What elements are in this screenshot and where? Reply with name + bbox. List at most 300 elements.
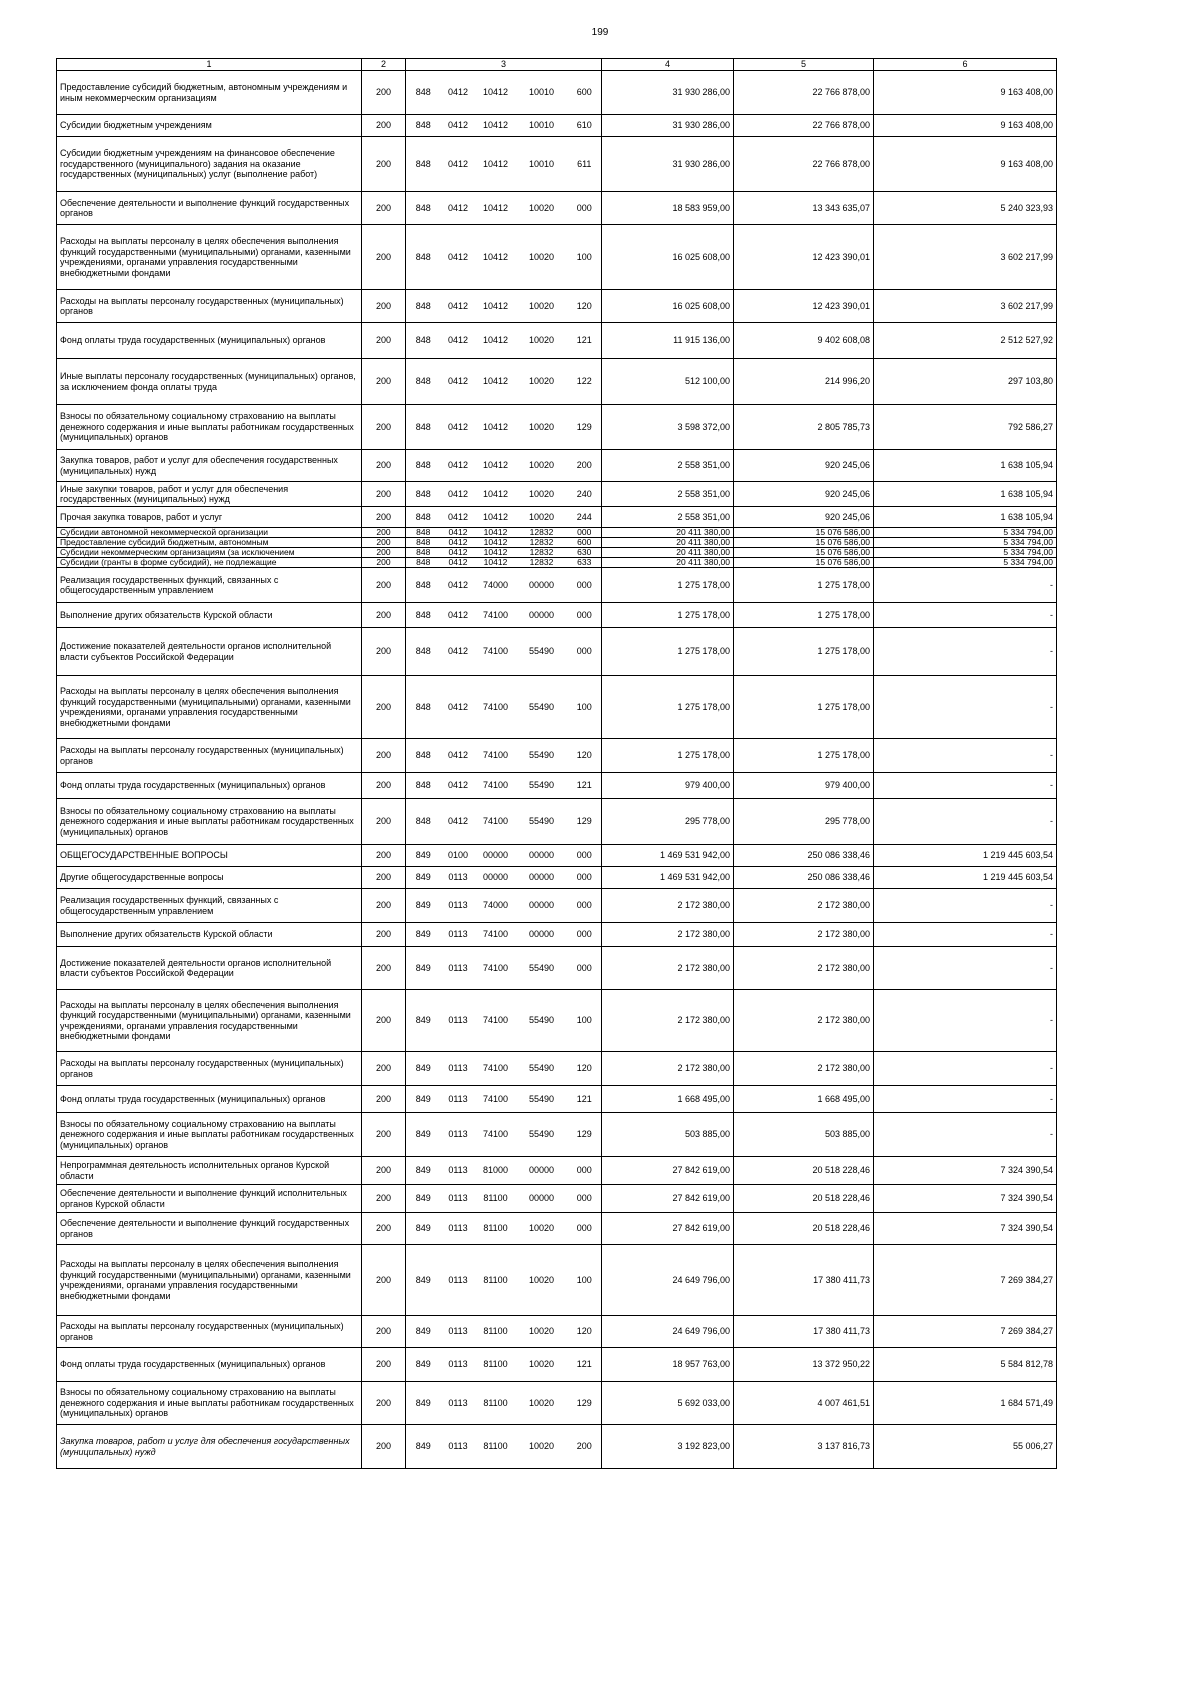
row-code-target: 12832 (516, 558, 568, 568)
row-code-main: 200 (362, 482, 406, 507)
table-row (57, 676, 1057, 739)
row-value-approved: 3 598 372,00 (602, 405, 734, 450)
row-name: ОБЩЕГОСУДАРСТВЕННЫЕ ВОПРОСЫ (57, 845, 362, 867)
row-code-main: 200 (362, 628, 406, 676)
row-code-section: 0113 (441, 867, 476, 889)
row-value-approved: 31 930 286,00 (602, 71, 734, 115)
row-code-program: 81100 (476, 1245, 516, 1316)
row-code-admin: 849 (406, 1382, 441, 1425)
row-value-executed: 15 076 586,00 (734, 548, 874, 558)
row-value-executed: 20 518 228,46 (734, 1157, 874, 1185)
row-name: Субсидии бюджетным учреждениям (57, 115, 362, 137)
row-code-main: 200 (362, 1086, 406, 1113)
row-value-executed: 920 245,06 (734, 507, 874, 528)
row-code-admin: 848 (406, 192, 441, 225)
row-code-section: 0412 (441, 137, 476, 192)
row-code-admin: 848 (406, 71, 441, 115)
table-row (57, 603, 1057, 628)
row-code-admin: 849 (406, 1316, 441, 1348)
row-code-admin: 849 (406, 1185, 441, 1213)
row-code-target: 10010 (516, 137, 568, 192)
row-code-program: 74100 (476, 628, 516, 676)
row-code-section: 0412 (441, 528, 476, 538)
row-code-program: 10412 (476, 558, 516, 568)
header-col-6: 6 (874, 59, 1057, 71)
header-col-2: 2 (362, 59, 406, 71)
row-code-expense-type: 120 (568, 290, 602, 323)
row-code-main: 200 (362, 773, 406, 799)
row-code-target: 12832 (516, 528, 568, 538)
row-code-program: 10412 (476, 71, 516, 115)
row-value-approved: 18 583 959,00 (602, 192, 734, 225)
row-name: Фонд оплаты труда государственных (муниципальных) органов (57, 323, 362, 359)
row-code-admin: 849 (406, 947, 441, 990)
row-value-remaining: - (874, 1113, 1057, 1157)
row-value-approved: 5 692 033,00 (602, 1382, 734, 1425)
row-code-main: 200 (362, 323, 406, 359)
row-value-approved: 20 411 380,00 (602, 548, 734, 558)
row-code-main: 200 (362, 115, 406, 137)
row-code-expense-type: 600 (568, 538, 602, 548)
row-code-target: 12832 (516, 548, 568, 558)
row-code-main: 200 (362, 548, 406, 558)
row-name: Расходы на выплаты персоналу государственных (муниципальных) органов (57, 1316, 362, 1348)
row-code-admin: 848 (406, 739, 441, 773)
row-code-program: 10412 (476, 323, 516, 359)
row-code-section: 0412 (441, 538, 476, 548)
table-row (57, 923, 1057, 947)
row-code-section: 0113 (441, 1316, 476, 1348)
row-value-approved: 18 957 763,00 (602, 1348, 734, 1382)
row-value-executed: 12 423 390,01 (734, 225, 874, 290)
row-code-section: 0412 (441, 192, 476, 225)
table-row (57, 290, 1057, 323)
row-value-executed: 15 076 586,00 (734, 558, 874, 568)
table-row (57, 482, 1057, 507)
row-value-executed: 503 885,00 (734, 1113, 874, 1157)
table-row (57, 225, 1057, 290)
row-code-target: 10020 (516, 1382, 568, 1425)
row-value-remaining: 1 219 445 603,54 (874, 867, 1057, 889)
row-code-expense-type: 000 (568, 867, 602, 889)
row-code-admin: 848 (406, 558, 441, 568)
row-code-main: 200 (362, 990, 406, 1052)
row-code-target: 00000 (516, 889, 568, 923)
row-code-program: 74100 (476, 739, 516, 773)
row-value-remaining: 9 163 408,00 (874, 71, 1057, 115)
row-code-admin: 848 (406, 290, 441, 323)
row-value-approved: 1 668 495,00 (602, 1086, 734, 1113)
row-code-section: 0113 (441, 1185, 476, 1213)
row-name: Реализация государственных функций, связанных с общегосударственным управлением (57, 889, 362, 923)
row-code-program: 10412 (476, 290, 516, 323)
row-code-main: 200 (362, 1052, 406, 1086)
row-code-main: 200 (362, 1213, 406, 1245)
row-code-expense-type: 000 (568, 947, 602, 990)
row-value-executed: 20 518 228,46 (734, 1213, 874, 1245)
row-name: Субсидии некоммерческим организациям (за исключением (57, 548, 362, 558)
table-row (57, 947, 1057, 990)
row-code-admin: 848 (406, 538, 441, 548)
row-value-remaining: 5 334 794,00 (874, 548, 1057, 558)
table-row (57, 137, 1057, 192)
row-name: Расходы на выплаты персоналу в целях обеспечения выполнения функций государственными (муниципальными) органами, казенными учреждениями, органами управления государственными внебюджетными фондами (57, 1245, 362, 1316)
row-value-remaining: 7 324 390,54 (874, 1213, 1057, 1245)
row-code-section: 0412 (441, 71, 476, 115)
row-value-remaining: - (874, 923, 1057, 947)
row-code-section: 0113 (441, 923, 476, 947)
row-code-main: 200 (362, 603, 406, 628)
row-code-expense-type: 000 (568, 845, 602, 867)
row-code-program: 74100 (476, 1113, 516, 1157)
row-code-main: 200 (362, 405, 406, 450)
row-code-admin: 849 (406, 1245, 441, 1316)
row-code-expense-type: 000 (568, 528, 602, 538)
row-code-expense-type: 600 (568, 71, 602, 115)
row-code-admin: 848 (406, 482, 441, 507)
row-code-section: 0113 (441, 1425, 476, 1469)
row-code-main: 200 (362, 528, 406, 538)
table-row (57, 1316, 1057, 1348)
row-value-approved: 31 930 286,00 (602, 137, 734, 192)
row-code-main: 200 (362, 568, 406, 603)
row-code-target: 55490 (516, 739, 568, 773)
row-code-target: 10020 (516, 507, 568, 528)
row-code-target: 55490 (516, 628, 568, 676)
row-code-admin: 849 (406, 990, 441, 1052)
row-name: Достижение показателей деятельности органов исполнительной власти субъектов Российской Федерации (57, 947, 362, 990)
table-row (57, 739, 1057, 773)
table-row (57, 799, 1057, 845)
row-value-remaining: 3 602 217,99 (874, 290, 1057, 323)
row-value-remaining: 1 638 105,94 (874, 482, 1057, 507)
row-value-approved: 27 842 619,00 (602, 1157, 734, 1185)
row-code-expense-type: 100 (568, 676, 602, 739)
row-code-target: 10020 (516, 1348, 568, 1382)
row-code-section: 0412 (441, 568, 476, 603)
row-code-section: 0113 (441, 1113, 476, 1157)
row-name: Расходы на выплаты персоналу в целях обеспечения выполнения функций государственными (муниципальными) органами, казенными учреждениями, органами управления государственными внебюджетными фондами (57, 225, 362, 290)
row-code-admin: 848 (406, 225, 441, 290)
row-code-admin: 849 (406, 1113, 441, 1157)
row-name: Предоставление субсидий бюджетным, автономным (57, 538, 362, 548)
row-code-expense-type: 121 (568, 323, 602, 359)
row-code-expense-type: 240 (568, 482, 602, 507)
row-code-section: 0412 (441, 115, 476, 137)
row-value-executed: 2 172 380,00 (734, 947, 874, 990)
row-code-section: 0113 (441, 947, 476, 990)
row-code-target: 10020 (516, 1316, 568, 1348)
row-value-executed: 2 172 380,00 (734, 1052, 874, 1086)
row-value-remaining: - (874, 568, 1057, 603)
row-code-admin: 849 (406, 1213, 441, 1245)
row-value-approved: 1 275 178,00 (602, 739, 734, 773)
row-code-target: 00000 (516, 867, 568, 889)
row-value-approved: 295 778,00 (602, 799, 734, 845)
row-code-section: 0100 (441, 845, 476, 867)
table-row (57, 1113, 1057, 1157)
row-code-section: 0113 (441, 1052, 476, 1086)
row-code-target: 00000 (516, 568, 568, 603)
row-code-target: 10020 (516, 450, 568, 482)
row-name: Непрограммная деятельность исполнительных органов Курской области (57, 1157, 362, 1185)
row-code-section: 0412 (441, 676, 476, 739)
row-value-remaining: - (874, 990, 1057, 1052)
row-code-admin: 848 (406, 799, 441, 845)
row-value-executed: 214 996,20 (734, 359, 874, 405)
row-code-admin: 848 (406, 115, 441, 137)
row-code-program: 10412 (476, 115, 516, 137)
row-code-section: 0113 (441, 889, 476, 923)
row-name: Фонд оплаты труда государственных (муниципальных) органов (57, 1086, 362, 1113)
table-row (57, 568, 1057, 603)
row-code-admin: 848 (406, 359, 441, 405)
row-code-section: 0113 (441, 1348, 476, 1382)
table-row (57, 1382, 1057, 1425)
table-row (57, 548, 1057, 558)
row-code-target: 10020 (516, 359, 568, 405)
row-code-main: 200 (362, 450, 406, 482)
row-code-main: 200 (362, 867, 406, 889)
header-col-4: 4 (602, 59, 734, 71)
row-name: Субсидии (гранты в форме субсидий), не подлежащие (57, 558, 362, 568)
row-value-approved: 20 411 380,00 (602, 558, 734, 568)
table-row (57, 323, 1057, 359)
row-value-approved: 2 172 380,00 (602, 923, 734, 947)
row-code-admin: 849 (406, 1348, 441, 1382)
row-code-program: 10412 (476, 507, 516, 528)
row-code-expense-type: 120 (568, 739, 602, 773)
row-code-admin: 848 (406, 676, 441, 739)
row-code-admin: 849 (406, 1425, 441, 1469)
row-code-expense-type: 000 (568, 568, 602, 603)
row-value-remaining: 2 512 527,92 (874, 323, 1057, 359)
row-code-expense-type: 200 (568, 1425, 602, 1469)
row-code-admin: 848 (406, 773, 441, 799)
table-row (57, 1425, 1057, 1469)
row-code-program: 81100 (476, 1213, 516, 1245)
row-code-admin: 848 (406, 628, 441, 676)
row-code-expense-type: 000 (568, 603, 602, 628)
row-code-main: 200 (362, 676, 406, 739)
row-code-main: 200 (362, 799, 406, 845)
row-name: Обеспечение деятельности и выполнение функций исполнительных органов Курской области (57, 1185, 362, 1213)
row-name: Взносы по обязательному социальному страхованию на выплаты денежного содержания и иные выплаты работникам государственных (муниципальных) органов (57, 405, 362, 450)
row-name: Взносы по обязательному социальному страхованию на выплаты денежного содержания и иные выплаты работникам государственных (муниципальных) органов (57, 1113, 362, 1157)
row-code-main: 200 (362, 290, 406, 323)
row-code-expense-type: 611 (568, 137, 602, 192)
row-code-main: 200 (362, 947, 406, 990)
header-col-5: 5 (734, 59, 874, 71)
row-code-main: 200 (362, 538, 406, 548)
row-code-program: 74100 (476, 799, 516, 845)
row-value-remaining: 1 684 571,49 (874, 1382, 1057, 1425)
row-code-expense-type: 129 (568, 799, 602, 845)
row-code-target: 10010 (516, 115, 568, 137)
row-value-executed: 1 275 178,00 (734, 628, 874, 676)
row-name: Взносы по обязательному социальному страхованию на выплаты денежного содержания и иные выплаты работникам государственных (муниципальных) органов (57, 1382, 362, 1425)
row-value-approved: 512 100,00 (602, 359, 734, 405)
row-value-executed: 13 343 635,07 (734, 192, 874, 225)
row-code-section: 0412 (441, 482, 476, 507)
row-value-executed: 1 275 178,00 (734, 676, 874, 739)
row-code-expense-type: 200 (568, 450, 602, 482)
row-code-main: 200 (362, 1157, 406, 1185)
row-value-approved: 1 275 178,00 (602, 568, 734, 603)
row-value-approved: 2 558 351,00 (602, 450, 734, 482)
row-code-program: 10412 (476, 405, 516, 450)
row-name: Расходы на выплаты персоналу государственных (муниципальных) органов (57, 290, 362, 323)
row-code-main: 200 (362, 1316, 406, 1348)
row-code-section: 0412 (441, 450, 476, 482)
row-value-remaining: 3 602 217,99 (874, 225, 1057, 290)
row-code-program: 74100 (476, 773, 516, 799)
row-code-expense-type: 100 (568, 1245, 602, 1316)
row-code-target: 55490 (516, 1113, 568, 1157)
row-code-admin: 848 (406, 323, 441, 359)
row-code-target: 55490 (516, 947, 568, 990)
row-value-remaining: - (874, 1086, 1057, 1113)
row-code-main: 200 (362, 1425, 406, 1469)
row-value-executed: 17 380 411,73 (734, 1316, 874, 1348)
row-code-expense-type: 000 (568, 192, 602, 225)
row-code-expense-type: 129 (568, 1113, 602, 1157)
row-code-expense-type: 100 (568, 990, 602, 1052)
row-code-admin: 849 (406, 867, 441, 889)
table-row (57, 1052, 1057, 1086)
row-value-remaining: 9 163 408,00 (874, 115, 1057, 137)
row-code-program: 10412 (476, 359, 516, 405)
row-code-program: 81100 (476, 1382, 516, 1425)
table-row (57, 1348, 1057, 1382)
row-code-section: 0412 (441, 603, 476, 628)
row-code-admin: 848 (406, 507, 441, 528)
row-code-section: 0412 (441, 225, 476, 290)
row-value-approved: 27 842 619,00 (602, 1213, 734, 1245)
row-name: Выполнение других обязательств Курской области (57, 923, 362, 947)
row-code-section: 0412 (441, 739, 476, 773)
row-value-approved: 2 172 380,00 (602, 947, 734, 990)
row-code-target: 10020 (516, 1245, 568, 1316)
row-code-program: 74100 (476, 947, 516, 990)
row-code-admin: 848 (406, 603, 441, 628)
row-name: Фонд оплаты труда государственных (муниципальных) органов (57, 1348, 362, 1382)
row-code-target: 10020 (516, 1213, 568, 1245)
row-code-section: 0113 (441, 990, 476, 1052)
row-value-approved: 24 649 796,00 (602, 1316, 734, 1348)
row-code-expense-type: 122 (568, 359, 602, 405)
row-name: Прочая закупка товаров, работ и услуг (57, 507, 362, 528)
row-value-remaining: 1 638 105,94 (874, 507, 1057, 528)
row-value-remaining: 7 269 384,27 (874, 1245, 1057, 1316)
row-value-executed: 250 086 338,46 (734, 845, 874, 867)
row-code-main: 200 (362, 739, 406, 773)
table-row (57, 1245, 1057, 1316)
table-row (57, 450, 1057, 482)
row-value-executed: 1 275 178,00 (734, 739, 874, 773)
row-code-admin: 848 (406, 548, 441, 558)
row-name: Другие общегосударственные вопросы (57, 867, 362, 889)
row-code-program: 81100 (476, 1316, 516, 1348)
row-code-target: 00000 (516, 603, 568, 628)
row-code-main: 200 (362, 225, 406, 290)
row-value-approved: 1 275 178,00 (602, 676, 734, 739)
table-row (57, 845, 1057, 867)
row-value-executed: 295 778,00 (734, 799, 874, 845)
row-code-program: 74000 (476, 568, 516, 603)
row-value-executed: 1 275 178,00 (734, 603, 874, 628)
row-value-approved: 20 411 380,00 (602, 528, 734, 538)
row-name: Обеспечение деятельности и выполнение функций государственных органов (57, 1213, 362, 1245)
row-code-main: 200 (362, 1113, 406, 1157)
row-name: Обеспечение деятельности и выполнение функций государственных органов (57, 192, 362, 225)
table-row (57, 528, 1057, 538)
row-value-executed: 17 380 411,73 (734, 1245, 874, 1316)
row-code-target: 55490 (516, 1086, 568, 1113)
row-value-executed: 20 518 228,46 (734, 1185, 874, 1213)
table-row (57, 71, 1057, 115)
row-value-approved: 1 275 178,00 (602, 603, 734, 628)
row-code-main: 200 (362, 1185, 406, 1213)
row-name: Субсидии автономной некоммерческой организации (57, 528, 362, 538)
header-col-3: 3 (406, 59, 602, 71)
row-code-main: 200 (362, 923, 406, 947)
row-value-executed: 22 766 878,00 (734, 71, 874, 115)
row-value-remaining: - (874, 947, 1057, 990)
row-code-section: 0113 (441, 1382, 476, 1425)
row-code-target: 10020 (516, 290, 568, 323)
row-value-remaining: 7 269 384,27 (874, 1316, 1057, 1348)
row-value-remaining: 7 324 390,54 (874, 1157, 1057, 1185)
row-name: Субсидии бюджетным учреждениям на финансовое обеспечение государственного (муниципального) задания на оказание государственных (муниципальных) услуг (выполнение работ) (57, 137, 362, 192)
row-code-expense-type: 121 (568, 1348, 602, 1382)
row-code-main: 200 (362, 137, 406, 192)
row-code-section: 0412 (441, 773, 476, 799)
row-code-target: 10020 (516, 192, 568, 225)
row-value-approved: 2 172 380,00 (602, 889, 734, 923)
row-value-remaining: 1 219 445 603,54 (874, 845, 1057, 867)
row-value-executed: 1 668 495,00 (734, 1086, 874, 1113)
row-value-executed: 22 766 878,00 (734, 115, 874, 137)
row-code-target: 12832 (516, 538, 568, 548)
row-code-target: 10020 (516, 405, 568, 450)
row-code-expense-type: 000 (568, 1157, 602, 1185)
row-value-remaining: 5 584 812,78 (874, 1348, 1057, 1382)
row-code-program: 10412 (476, 192, 516, 225)
row-code-admin: 849 (406, 889, 441, 923)
row-value-executed: 2 172 380,00 (734, 923, 874, 947)
row-name: Иные выплаты персоналу государственных (муниципальных) органов, за исключением фонда оплаты труда (57, 359, 362, 405)
row-code-expense-type: 121 (568, 1086, 602, 1113)
table-row (57, 628, 1057, 676)
row-value-approved: 2 172 380,00 (602, 1052, 734, 1086)
row-code-program: 81100 (476, 1425, 516, 1469)
row-code-main: 200 (362, 507, 406, 528)
row-code-section: 0113 (441, 1086, 476, 1113)
row-code-target: 55490 (516, 773, 568, 799)
row-value-remaining: 5 334 794,00 (874, 558, 1057, 568)
row-code-target: 00000 (516, 923, 568, 947)
row-code-expense-type: 000 (568, 1185, 602, 1213)
row-code-expense-type: 244 (568, 507, 602, 528)
row-code-main: 200 (362, 192, 406, 225)
row-code-expense-type: 129 (568, 1382, 602, 1425)
row-code-target: 55490 (516, 990, 568, 1052)
row-code-program: 81100 (476, 1348, 516, 1382)
row-code-section: 0412 (441, 548, 476, 558)
row-code-expense-type: 120 (568, 1052, 602, 1086)
row-value-executed: 15 076 586,00 (734, 528, 874, 538)
